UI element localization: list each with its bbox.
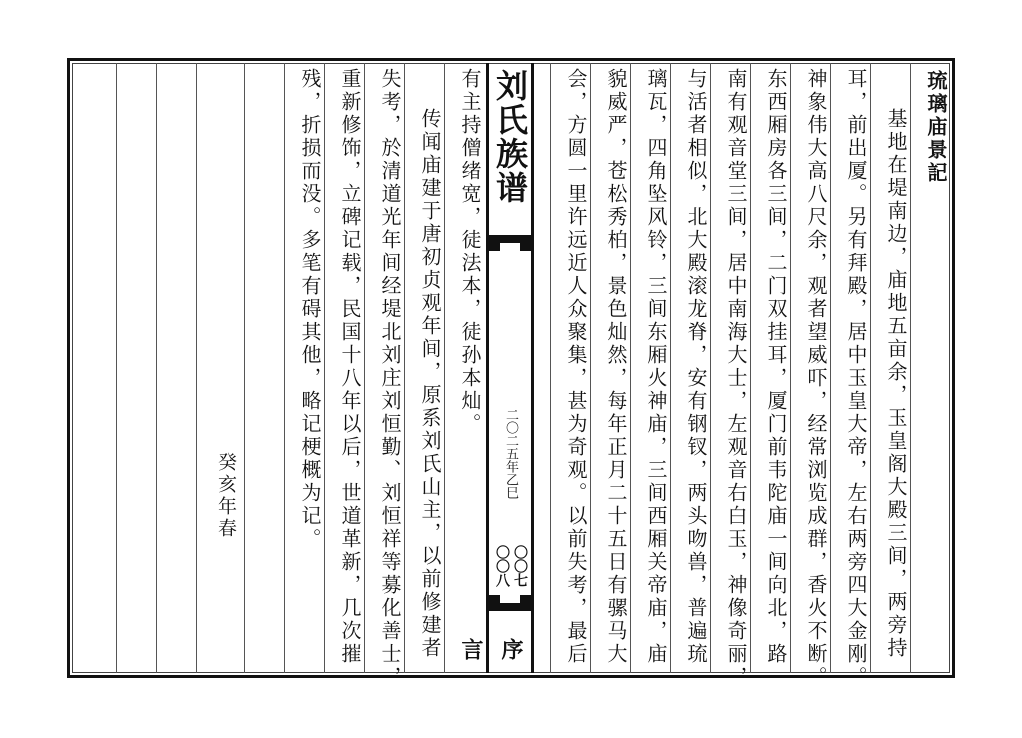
text-column: 基地在堤南边，庙地五亩余，玉皇阁大殿三间，两旁持: [884, 108, 908, 660]
text-column: 东西厢房各三间，二门双挂耳，厦门前韦陀庙一间向北，路: [764, 68, 788, 666]
column-rule: [196, 63, 197, 673]
section-heading: 琉璃庙景記: [924, 70, 948, 185]
text-column: 残，折损而没。多笔有碍其他，略记梗概为记。: [298, 68, 322, 551]
text-column: 传闻庙建于唐初贞观年间，原系刘氏山主，以前修建者: [418, 108, 442, 660]
spine-bracket-top: [489, 235, 531, 251]
column-rule: [156, 63, 157, 673]
text-column: 失考，於清道光年间经堤北刘庄刘恒勤、刘恒祥等募化善士，: [378, 68, 402, 689]
text-column: 有主持僧绪宽，徒法本，徒孙本灿。: [458, 68, 482, 436]
page-number-left: 〇〇八: [494, 545, 510, 587]
text-column: 重新修饰，立碑记载，民国十八年以后，世道革新，几次摧: [338, 68, 362, 666]
section-label: 序言: [458, 638, 523, 674]
column-rule: [550, 63, 551, 673]
publication-date: 二〇二五年乙巳: [503, 408, 518, 499]
text-column: 会，方圆一里许远近人众聚集，甚为奇观。以前失考，最后: [564, 68, 588, 666]
text-column: 与活者相似，北大殿滚龙脊，安有钢钗，两头吻兽，普遍琉: [684, 68, 708, 666]
column-rule: [244, 63, 245, 673]
text-column: 耳，前出厦。另有拜殿，居中玉皇大帝，左右两旁四大金刚。: [844, 68, 868, 689]
spine-bracket-bottom: [489, 595, 531, 611]
signature-date: 癸亥年春: [215, 452, 237, 540]
page-number-right: 〇〇七: [512, 545, 528, 587]
column-rule: [284, 63, 285, 673]
book-title: 刘氏族谱: [491, 69, 529, 205]
column-rule: [116, 63, 117, 673]
page-numbers: [492, 543, 528, 589]
text-column: 神象伟大高八尺余，观者望威吓，经常浏览成群，香火不断。: [804, 68, 828, 689]
text-column: 南有观音堂三间，居中南海大士，左观音右白玉，神像奇丽，: [724, 68, 748, 689]
text-column: 璃瓦，四角坠风铃，三间东厢火神庙，三间西厢关帝庙，庙: [644, 68, 668, 666]
text-column: 貌威严，苍松秀柏，景色灿然，每年正月二十五日有骡马大: [604, 68, 628, 666]
